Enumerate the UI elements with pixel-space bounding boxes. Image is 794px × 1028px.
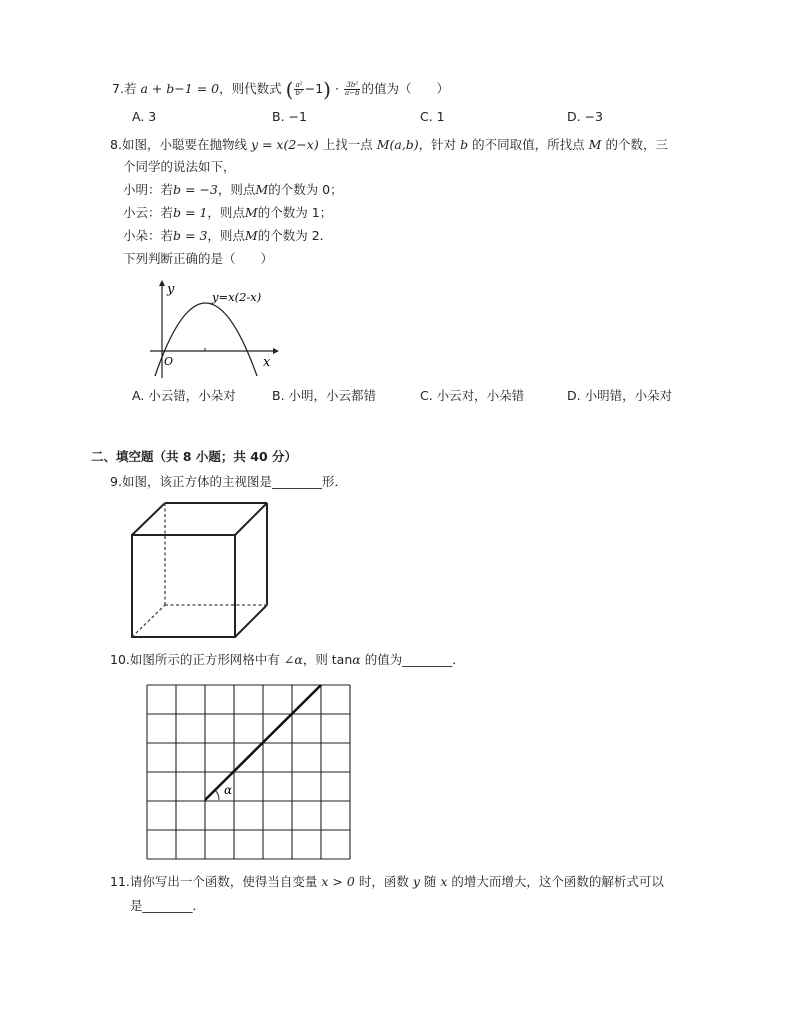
q7-option-b: B. −1	[272, 109, 307, 124]
q7-suffix: 的值为（ ）	[361, 81, 449, 96]
curve-label: y=x(2-x)	[212, 290, 262, 304]
q10-stem: 10.如图所示的正方形网格中有 ∠α，则 tanα 的值为________．	[110, 652, 465, 667]
q9-stem: 9.如图，该正方体的主视图是________形．	[110, 474, 347, 489]
q7-number: 7.	[112, 81, 124, 96]
angle-arc	[215, 790, 219, 800]
origin-label: O	[164, 355, 174, 368]
section-2-title: 二、填空题（共 8 小题；共 40 分）	[91, 449, 298, 464]
q7-option-a: A. 3	[132, 109, 157, 124]
q8-option-c: C. 小云对，小朵错	[420, 388, 525, 403]
q7-stem: 7.若 a + b−1 = 0，则代数式 ( $\frac{\text{a²}}{\text{b²}}$ −1) · $\frac{\text{3b²}}{a-b}$ 的值为（ ）	[112, 77, 449, 102]
q8-stem-line1: 8.如图，小聪要在抛物线 y = x(2−x) 上找一点 M(a,b)，针对 b 的不同取值，所找点 M 的个数，三	[110, 137, 668, 152]
q8-option-b: B. 小明，小云都错	[272, 388, 377, 403]
q7-fraction-1: $\frac{\text{a²}}{\text{b²}}$	[295, 81, 303, 97]
cube-front-face	[132, 535, 235, 637]
y-axis-label: y	[167, 282, 175, 297]
y-axis-arrow-icon	[159, 280, 165, 286]
square-grid	[147, 685, 350, 859]
q11-stem-line2: 是________．	[130, 898, 206, 913]
q8-stem-line2: 个同学的说法如下，	[123, 159, 236, 174]
x-axis-label: x	[263, 355, 271, 370]
q8-option-a: A. 小云错，小朵对	[132, 388, 236, 403]
q7-prefix: 若	[123, 81, 137, 96]
cube-top-left-edge	[132, 503, 165, 535]
q8-parabola-graph	[145, 280, 285, 380]
q10-angle: ∠α	[283, 652, 303, 667]
q7-middle: ，则代数式	[219, 81, 282, 96]
q10-grid-figure	[146, 684, 356, 860]
q8-statement-xiaoyun: 小云：若b = 1，则点M的个数为 1；	[123, 205, 333, 220]
q9-cube-figure	[131, 502, 271, 642]
q8-option-d: D. 小明错，小朵对	[567, 388, 673, 403]
q7-option-c: C. 1	[420, 109, 445, 124]
x-axis-arrow-icon	[273, 348, 279, 354]
q7-fraction-2: $\frac{\text{3b²}}{a-b}$	[344, 81, 360, 97]
q8-question: 下列判断正确的是（ ）	[123, 251, 274, 266]
q8-statement-xiaoduo: 小朵：若b = 3，则点M的个数为 2．	[123, 228, 333, 243]
q7-option-d: D. −3	[567, 109, 603, 124]
q7-condition: a + b−1 = 0	[140, 81, 220, 96]
q8-point: M(a,b)	[376, 137, 419, 152]
cube-top-right-edge	[235, 503, 267, 535]
q8-statement-xiaoming: 小明：若b = −3，则点M的个数为 0；	[123, 182, 343, 197]
q11-stem-line1: 11.请你写出一个函数，使得当自变量 x > 0 时，函数 y 随 x 的增大而增大，这个函数的解析式可以	[110, 874, 664, 889]
cube-hidden-diagonal-edge	[132, 605, 165, 637]
q8-parabola: y = x(2−x)	[250, 137, 319, 152]
cube-bottom-right-edge	[235, 605, 267, 637]
q11-condition: x > 0	[321, 874, 355, 889]
angle-alpha-label: α	[224, 783, 233, 797]
